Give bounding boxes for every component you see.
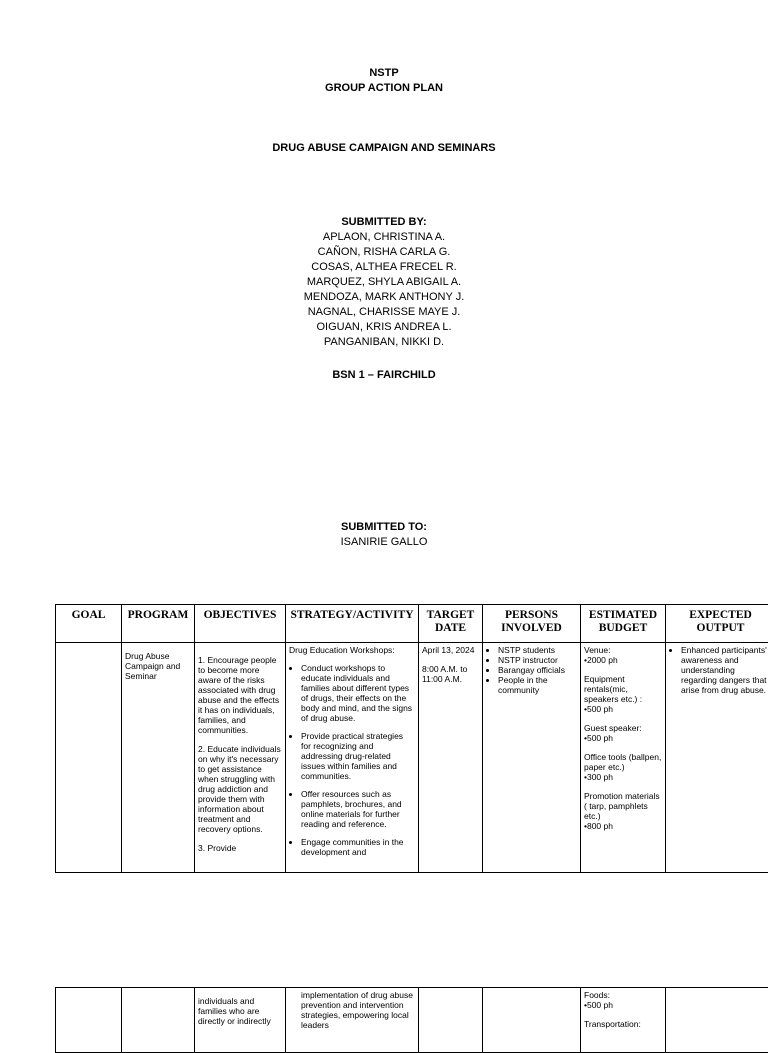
instructor-name: ISANIRIE GALLO — [0, 535, 768, 550]
budget-label: Foods: — [584, 990, 662, 1000]
submitted-to-label: SUBMITTED TO: — [0, 520, 768, 535]
action-plan-table — [55, 604, 768, 873]
action-plan-table-continued — [55, 987, 768, 1053]
objectives-cell — [195, 988, 286, 1053]
program-text: Drug Abuse Campaign and Seminar — [125, 651, 191, 681]
goal-cell — [56, 988, 122, 1053]
header-line-2: GROUP ACTION PLAN — [0, 81, 768, 96]
strategy-item: • Conduct workshops to educate individuals and families about different types of drugs, their effects on the body and mind, and the signs of drug abuse. — [301, 663, 415, 723]
expected-output-cell — [666, 643, 768, 873]
header-persons: PERSONS INVOLVED — [483, 605, 581, 643]
output-item: • Enhanced participants' awareness and understanding regarding dangers that arise from drug abuse. — [681, 645, 768, 695]
goal-cell — [56, 643, 122, 873]
budget-amount: •500 ph — [584, 733, 662, 743]
program-cell — [122, 643, 195, 873]
strategy-item: • Engage communities in the development and — [301, 837, 415, 857]
budget-label: Office tools (ballpen, paper etc.) — [584, 752, 662, 772]
budget-cell — [581, 988, 666, 1053]
budget-amount: •800 ph — [584, 821, 662, 831]
member-name: OIGUAN, KRIS ANDREA L. — [0, 320, 768, 335]
persons-list — [486, 645, 577, 695]
header-objectives: OBJECTIVES — [195, 605, 286, 643]
program-cell — [122, 988, 195, 1053]
expected-output-cell — [666, 988, 768, 1053]
header-target-date: TARGET DATE — [419, 605, 483, 643]
member-name: APLAON, CHRISTINA A. — [0, 230, 768, 245]
target-time: 8:00 A.M. to 11:00 A.M. — [422, 664, 479, 684]
strategy-item: • Offer resources such as pamphlets, brochures, and online materials for further reading and reference. — [301, 789, 415, 829]
budget-cell — [581, 643, 666, 873]
objective-item: 2. Educate individuals on why it's necessary to get assistance when struggling with drug addiction and provide them with information about treatment and recovery options. — [198, 744, 282, 834]
header-strategy: STRATEGY/ACTIVITY — [286, 605, 419, 643]
budget-label: Promotion materials ( tarp, pamphlets etc.) — [584, 791, 662, 821]
header-goal: GOAL — [56, 605, 122, 643]
person-item: • NSTP instructor — [498, 655, 577, 665]
persons-cell — [483, 988, 581, 1053]
budget-label: Equipment rentals(mic, speakers etc.) : — [584, 674, 662, 704]
target-date: April 13, 2024 — [422, 645, 479, 655]
budget-label: Venue: — [584, 645, 662, 655]
submitted-to-block — [0, 520, 768, 550]
header-expected-output: EXPECTED OUTPUT — [666, 605, 768, 643]
submitted-by-label: SUBMITTED BY: — [0, 215, 768, 230]
objective-continued: individuals and families who are directly or indirectly — [198, 996, 282, 1026]
strategy-intro: Drug Education Workshops: — [289, 645, 415, 655]
budget-amount: •500 ph — [584, 704, 662, 714]
member-name: CAÑON, RISHA CARLA G. — [0, 245, 768, 260]
member-name: PANGANIBAN, NIKKI D. — [0, 335, 768, 350]
strategy-cell — [286, 988, 419, 1053]
member-name: COSAS, ALTHEA FRECEL R. — [0, 260, 768, 275]
person-item: • Barangay officials — [498, 665, 577, 675]
strategy-list — [289, 663, 415, 857]
budget-label: Transportation: — [584, 1019, 662, 1029]
objective-item: 1. Encourage people to become more aware of the risks associated with drug abuse and the effects it has on individuals, families, and communities. — [198, 655, 282, 735]
target-date-cell — [419, 643, 483, 873]
objective-item: 3. Provide — [198, 843, 282, 853]
persons-cell — [483, 643, 581, 873]
budget-amount: •2000 ph — [584, 655, 662, 665]
strategy-continued: implementation of drug abuse prevention and intervention strategies, empowering local leaders — [289, 990, 415, 1030]
table-row — [56, 643, 768, 873]
member-name: NAGNAL, CHARISSE MAYE J. — [0, 305, 768, 320]
header-line-1: NSTP — [0, 66, 768, 81]
person-item: • NSTP students — [498, 645, 577, 655]
budget-amount: •500 ph — [584, 1000, 662, 1010]
campaign-title: DRUG ABUSE CAMPAIGN AND SEMINARS — [0, 141, 768, 156]
person-item: • People in the community — [498, 675, 577, 695]
table-row — [56, 988, 768, 1053]
header-program: PROGRAM — [122, 605, 195, 643]
strategy-cell — [286, 643, 419, 873]
target-date-cell — [419, 988, 483, 1053]
header-budget: ESTIMATED BUDGET — [581, 605, 666, 643]
section-label: BSN 1 – FAIRCHILD — [0, 368, 768, 383]
member-name: MENDOZA, MARK ANTHONY J. — [0, 290, 768, 305]
document-header — [0, 66, 768, 96]
budget-label: Guest speaker: — [584, 723, 662, 733]
table-header-row — [56, 605, 768, 643]
strategy-item: • Provide practical strategies for recognizing and addressing drug-related issues within families and communities. — [301, 731, 415, 781]
submitted-by-block — [0, 215, 768, 350]
budget-amount: •300 ph — [584, 772, 662, 782]
output-list — [669, 645, 768, 695]
member-name: MARQUEZ, SHYLA ABIGAIL A. — [0, 275, 768, 290]
objectives-cell — [195, 643, 286, 873]
